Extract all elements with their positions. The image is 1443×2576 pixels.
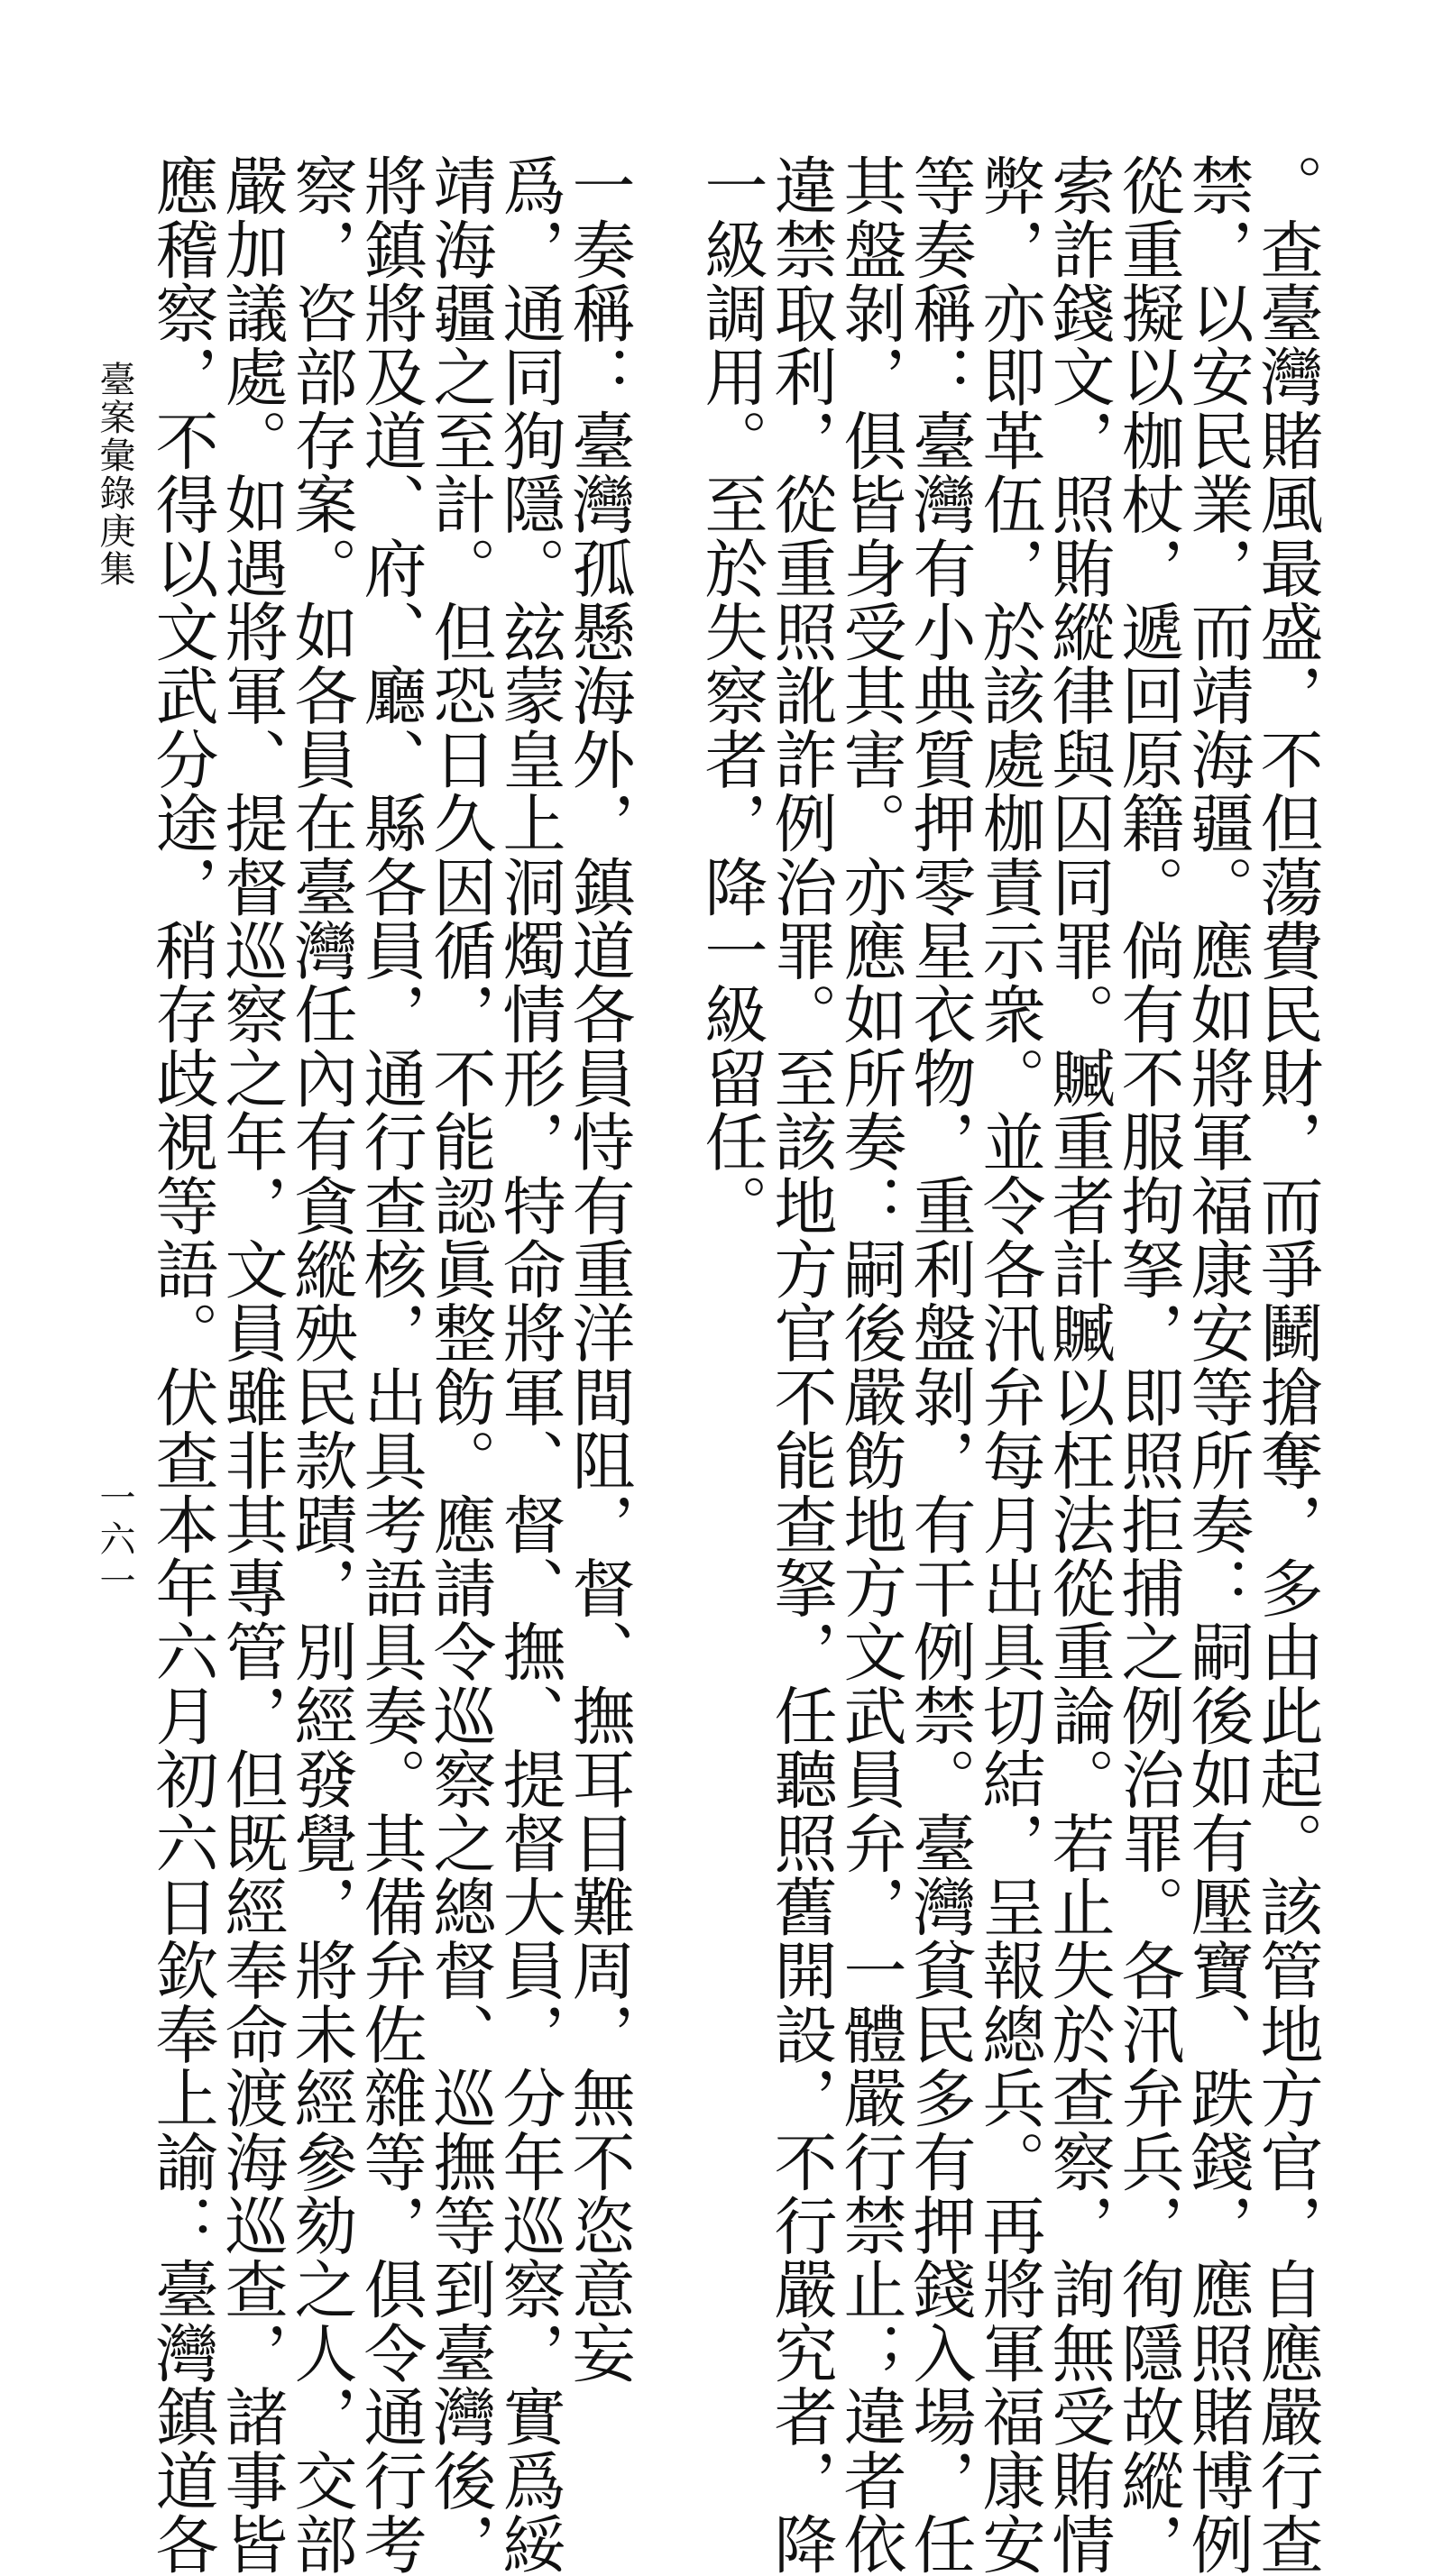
text-line-paragraph-start: 一奏稱：臺灣孤懸海外，鎮道各員恃有重洋間阻，督、撫耳目難周，無不恣意妄: [562, 153, 636, 2385]
text-line: 應稽察，不得以文武分途，稍存歧視等語。伏查本年六月初六日欽奉上諭：臺灣鎮道各: [145, 153, 219, 2576]
text-line: 違禁取利，從重照訛詐例治罪。至該地方官不能查拏，任聽照舊開設，不行嚴究者，降: [764, 153, 838, 2576]
page-number: 一六一: [94, 1479, 135, 1603]
text-line: 爲，通同狥隱。玆蒙皇上洞燭情形，特命將軍、督、撫、提督大員，分年巡察，實爲綏: [492, 153, 566, 2576]
text-line: 其盤剝，俱皆身受其害。亦應如所奏：嗣後嚴飭地方文武員弁，一體嚴行禁止；違者依: [833, 153, 907, 2576]
text-line: 將鎮將及道、府、廳、縣各員，通行查核，出具考語具奏。其備弁佐雜等，俱令通行考: [354, 153, 427, 2576]
text-line: 察，咨部存案。如各員在臺灣任內有貪縱殃民款蹟，別經發覺，將未經參劾之人，交部: [284, 153, 358, 2576]
text-line: 。查臺灣賭風最盛，不但蕩費民財，而爭鬭搶奪，多由此起。該管地方官，自應嚴行查: [1250, 153, 1324, 2576]
text-line: 嚴加議處。如遇將軍、提督巡察之年，文員雖非其專管，但既經奉命渡海巡查，諸事皆: [215, 153, 289, 2576]
text-line: 一級調用。至於失察者，降一級留任。: [694, 153, 768, 1237]
text-line: 禁，以安民業，而靖海疆。應如將軍福康安等所奏：嗣後如有壓寶、跌錢，應照賭博例: [1181, 153, 1255, 2576]
text-line: 等奏稱：臺灣有小典質押零星衣物，重利盤剝，有干例禁。臺灣貧民多有押錢入場，任: [903, 153, 977, 2576]
main-text-block: [145, 153, 1324, 2576]
text-line: 靖海疆之至計。但恐日久因循，不能認眞整飭。應請令巡察之總督、巡撫等到臺灣後，: [423, 153, 497, 2576]
running-title: 臺案彙錄庚集: [94, 361, 135, 588]
text-line: 索詐錢文，照賄縱律與囚同罪。贓重者計贓以枉法從重論。若止失於查察，詢無受賄情: [1042, 153, 1116, 2576]
text-line: 弊，亦即革伍，於該處枷責示衆。並令各汛弁每月出具切結，呈報總兵。再將軍福康安: [972, 153, 1046, 2576]
text-line: 從重擬以枷杖，遞回原籍。倘有不服拘拏，即照拒捕之例治罪。各汛弁兵，徇隱故縱，: [1111, 153, 1185, 2576]
